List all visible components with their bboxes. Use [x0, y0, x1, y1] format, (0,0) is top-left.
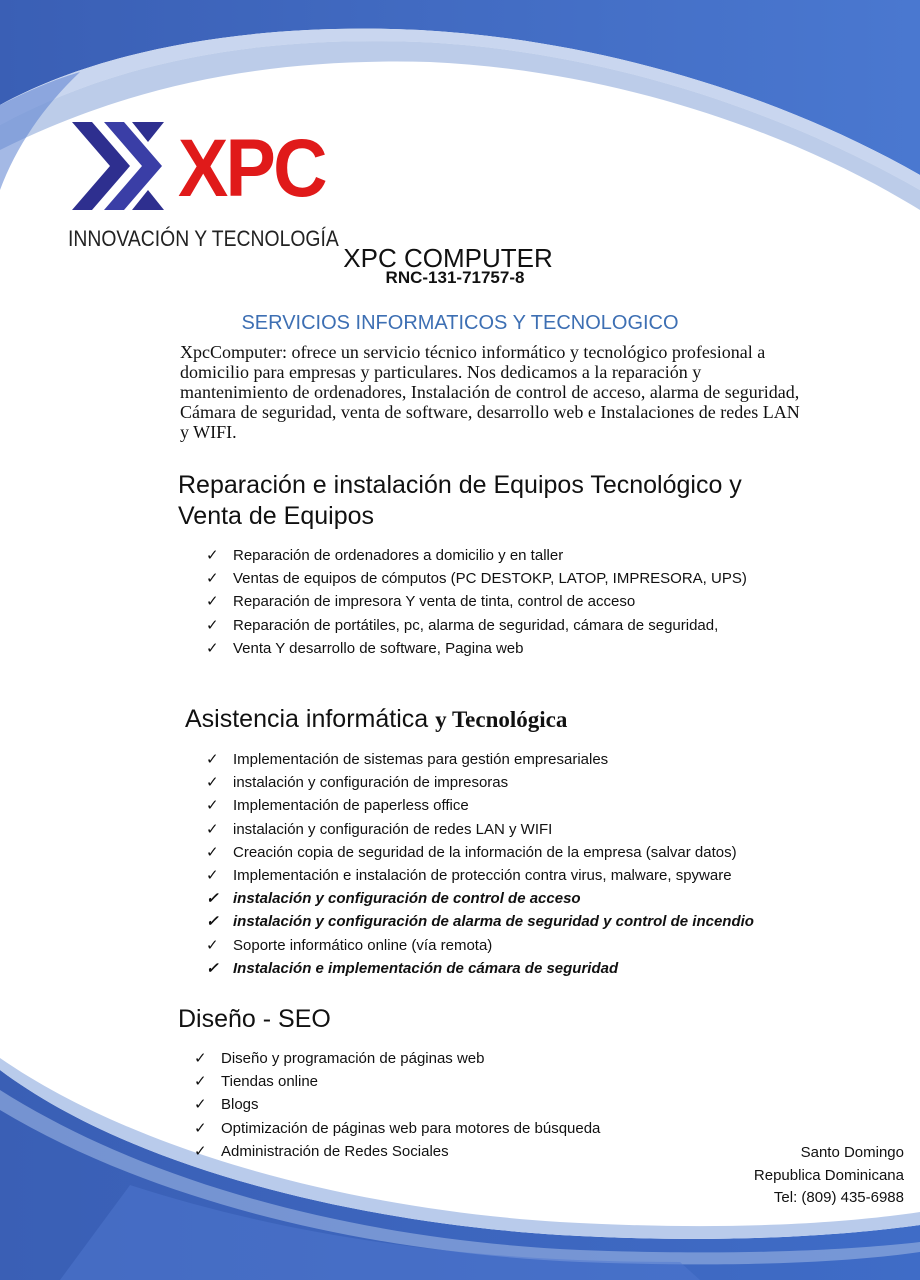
check-icon: ✓ [206, 820, 219, 838]
xpc-logo-icon [70, 118, 166, 214]
section-repair-list [206, 544, 747, 660]
check-icon: ✓ [206, 913, 219, 931]
logo-tagline: INNOVACIÓN Y TECNOLOGÍA [68, 226, 339, 251]
list-item: ✓ instalación y configuración de control de acceso [233, 887, 754, 910]
list-item: ✓ instalación y configuración de alarma de seguridad y control de incendio [233, 910, 754, 933]
check-icon: ✓ [206, 570, 219, 588]
list-item: ✓ Venta Y desarrollo de software, Pagina web [233, 637, 747, 660]
check-icon: ✓ [206, 616, 219, 634]
list-item: ✓ Reparación de portátiles, pc, alarma de seguridad, cámara de seguridad, [233, 614, 747, 637]
section-assistance-title: Asistencia informática y Tecnológica [185, 705, 568, 733]
section-design-seo-list [194, 1047, 601, 1163]
company-name: XPC COMPUTER [343, 243, 553, 273]
list-item: ✓ Instalación e implementación de cámara de seguridad [233, 957, 754, 980]
list-item: ✓ Implementación e instalación de protección contra virus, malware, spyware [233, 864, 754, 887]
check-icon: ✓ [206, 843, 219, 861]
section-design-seo-title: Diseño - SEO [178, 1005, 331, 1033]
check-icon: ✓ [206, 890, 219, 908]
xpc-logo-wordmark: XPC [178, 123, 325, 214]
check-icon: ✓ [194, 1096, 207, 1114]
check-icon: ✓ [194, 1050, 207, 1067]
section-assistance-list [206, 748, 754, 980]
list-item: ✓ Implementación de paperless office [233, 794, 754, 817]
check-icon: ✓ [206, 959, 219, 977]
list-item: ✓ Creación copia de seguridad de la información de la empresa (salvar datos) [233, 841, 754, 864]
section-repair-title: Reparación e instalación de Equipos Tecnológico y Venta de Equipos [178, 471, 742, 530]
list-item: ✓ Implementación de sistemas para gestión empresariales [233, 748, 754, 771]
contact-country: Republica Dominicana [753, 1166, 904, 1184]
list-item: ✓ Soporte informático online (vía remota) [233, 934, 754, 957]
check-icon: ✓ [194, 1119, 207, 1137]
intro-paragraph: XpcComputer: ofrece un servicio técnico informático y tecnológico profesional a domicilio para empresas y particulares. Nos dedicamos a la reparación y mantenimiento de ordenadores, Instalación de control de acceso, alarma de seguridad, Cámara de seguridad, venta de software, desarrollo web e Instalaciones de redes LAN y WIFI. [180, 342, 800, 442]
check-icon: ✓ [194, 1073, 207, 1091]
list-item: ✓ Administración de Redes Sociales [221, 1140, 600, 1163]
services-title: SERVICIOS INFORMATICOS Y TECNOLOGICO [241, 312, 679, 334]
list-item: ✓ instalación y configuración de redes LAN y WIFI [233, 818, 754, 841]
company-rnc: RNC-131-71757-8 [385, 268, 525, 287]
check-icon: ✓ [206, 751, 219, 768]
list-item: ✓ Blogs [221, 1093, 600, 1116]
list-item: ✓ Tiendas online [221, 1070, 600, 1093]
check-icon: ✓ [206, 547, 219, 564]
check-icon: ✓ [194, 1142, 207, 1160]
list-item: ✓ Reparación de impresora Y venta de tinta, control de acceso [233, 590, 747, 613]
contact-phone: Tel: (809) 435-6988 [773, 1189, 904, 1206]
list-item: ✓ Ventas de equipos de cómputos (PC DESTOKP, LATOP, IMPRESORA, UPS) [233, 567, 747, 590]
check-icon: ✓ [206, 774, 219, 792]
check-icon: ✓ [206, 797, 219, 815]
contact-block [754, 1142, 904, 1210]
contact-city: Santo Domingo [800, 1144, 904, 1161]
check-icon: ✓ [206, 866, 219, 884]
check-icon: ✓ [206, 593, 219, 611]
list-item: ✓ Diseño y programación de páginas web [221, 1047, 600, 1070]
check-icon: ✓ [206, 639, 219, 657]
list-item: ✓ Optimización de páginas web para motores de búsqueda [221, 1117, 600, 1140]
check-icon: ✓ [206, 936, 219, 954]
list-item: ✓ instalación y configuración de impresoras [233, 771, 754, 794]
list-item: ✓ Reparación de ordenadores a domicilio y en taller [233, 544, 747, 567]
